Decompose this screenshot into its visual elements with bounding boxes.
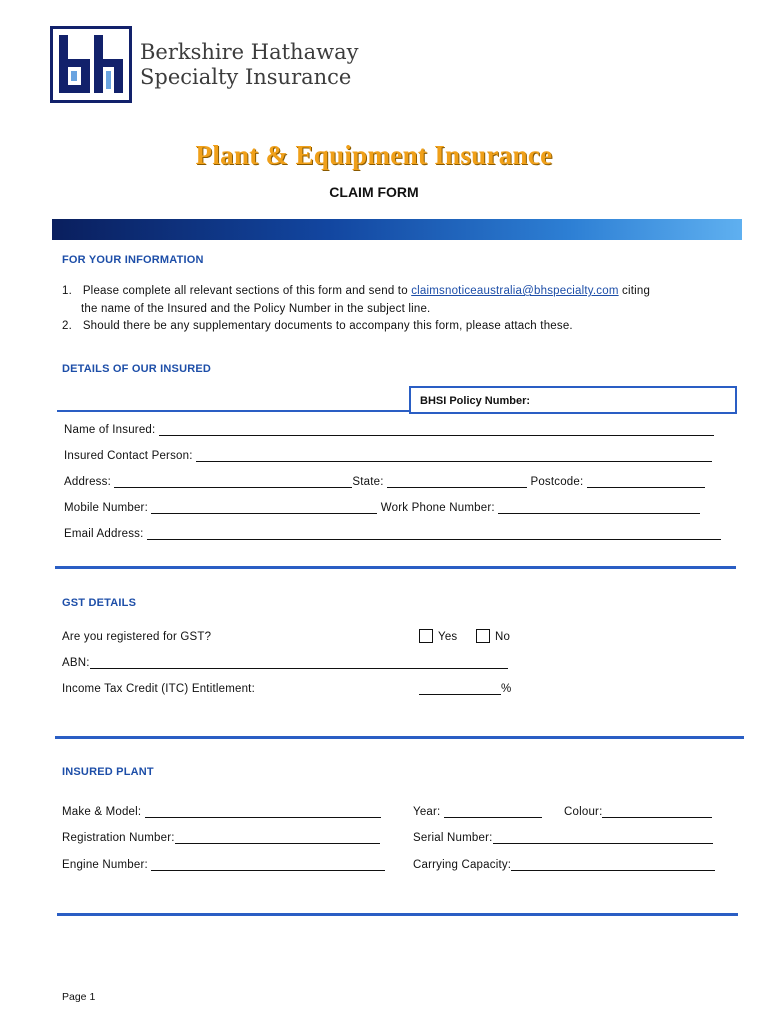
capacity-row (413, 859, 715, 871)
year-row (413, 806, 542, 818)
header-gradient-bar (52, 219, 742, 240)
policy-number-field[interactable] (409, 386, 737, 414)
registration-row (62, 832, 380, 844)
itc-row (419, 683, 511, 695)
policy-number-label: BHSI Policy Number: (420, 395, 531, 407)
phone-row (64, 502, 700, 514)
registration-number-field[interactable] (175, 832, 380, 844)
name-of-insured-label: Name of Insured: (64, 424, 156, 436)
work-phone-label: Work Phone Number: (380, 502, 495, 514)
document-title: Plant & Equipment Insurance (195, 140, 553, 170)
state-label: State: (352, 476, 384, 488)
section-divider-3 (57, 913, 738, 916)
carrying-capacity-label: Carrying Capacity: (413, 859, 512, 871)
colour-label: Colour: (564, 806, 603, 818)
page-number: Page 1 (62, 991, 96, 1003)
serial-number-field[interactable] (493, 832, 713, 844)
gst-yes-checkbox[interactable] (419, 629, 433, 643)
section-heading-gst: GST DETAILS (62, 597, 137, 609)
info-item-1-line2: the name of the Insured and the Policy Number in the subject line. (81, 303, 431, 315)
colour-row (564, 806, 712, 818)
mobile-number-field[interactable] (151, 502, 377, 514)
colour-field[interactable] (602, 806, 712, 818)
state-field[interactable] (387, 476, 527, 488)
section-heading-information: FOR YOUR INFORMATION (62, 254, 204, 266)
claims-email-link[interactable]: claimsnoticeaustralia@bhspecialty.com (411, 285, 619, 297)
contact-person-label: Insured Contact Person: (64, 450, 193, 462)
abn-field[interactable] (90, 657, 508, 669)
postcode-field[interactable] (587, 476, 705, 488)
address-row (64, 476, 705, 488)
gst-no-checkbox[interactable] (476, 629, 490, 643)
postcode-label: Postcode: (530, 476, 584, 488)
year-field[interactable] (444, 806, 542, 818)
info-item-2-text: Should there be any supplementary documents to accompany this form, please attach these. (82, 320, 573, 332)
insured-top-divider (57, 410, 409, 412)
gst-yes-label: Yes (438, 631, 458, 643)
abn-row (62, 657, 508, 669)
logo-mark (50, 26, 132, 103)
info-item-2-number: 2. (62, 320, 72, 332)
make-model-row (62, 806, 381, 818)
carrying-capacity-field[interactable] (511, 859, 715, 871)
email-row (64, 528, 721, 540)
address-field[interactable] (114, 476, 352, 488)
serial-number-label: Serial Number: (413, 832, 493, 844)
year-label: Year: (413, 806, 441, 818)
work-phone-field[interactable] (498, 502, 700, 514)
info-item-1-number: 1. (62, 285, 72, 297)
engine-row (62, 859, 385, 871)
section-heading-plant: INSURED PLANT (62, 766, 154, 778)
email-address-label: Email Address: (64, 528, 144, 540)
section-heading-insured: DETAILS OF OUR INSURED (62, 363, 212, 375)
make-model-label: Make & Model: (62, 806, 142, 818)
gst-no-option[interactable] (476, 629, 510, 643)
gst-registered-label: Are you registered for GST? (62, 631, 212, 643)
name-of-insured-row (64, 424, 714, 436)
abn-label: ABN: (62, 657, 90, 669)
itc-percent-sign: % (501, 683, 512, 695)
registration-number-label: Registration Number: (62, 832, 175, 844)
itc-percentage-field[interactable] (419, 683, 501, 695)
contact-person-field[interactable] (196, 450, 712, 462)
info-item-1-text: Please complete all relevant sections of this form and send to (82, 285, 408, 297)
info-item-1-text-end: citing (622, 285, 651, 297)
email-address-field[interactable] (147, 528, 721, 540)
contact-person-row (64, 450, 712, 462)
company-name-line2: Specialty Insurance (140, 65, 352, 89)
address-label: Address: (64, 476, 111, 488)
serial-row (413, 832, 713, 844)
section-divider-1 (55, 566, 736, 569)
info-item-2 (62, 320, 573, 332)
engine-number-field[interactable] (151, 859, 385, 871)
bh-logo-icon (53, 29, 129, 100)
itc-label: Income Tax Credit (ITC) Entitlement: (62, 683, 255, 695)
company-name (140, 40, 358, 90)
name-of-insured-field[interactable] (159, 424, 714, 436)
info-item-1 (62, 285, 650, 297)
gst-yes-option[interactable] (419, 629, 457, 643)
section-divider-2 (55, 736, 744, 739)
mobile-number-label: Mobile Number: (64, 502, 148, 514)
document-subtitle: CLAIM FORM (329, 184, 419, 200)
company-name-line1: Berkshire Hathaway (140, 40, 359, 64)
engine-number-label: Engine Number: (62, 859, 148, 871)
gst-no-label: No (495, 631, 511, 643)
make-model-field[interactable] (145, 806, 381, 818)
